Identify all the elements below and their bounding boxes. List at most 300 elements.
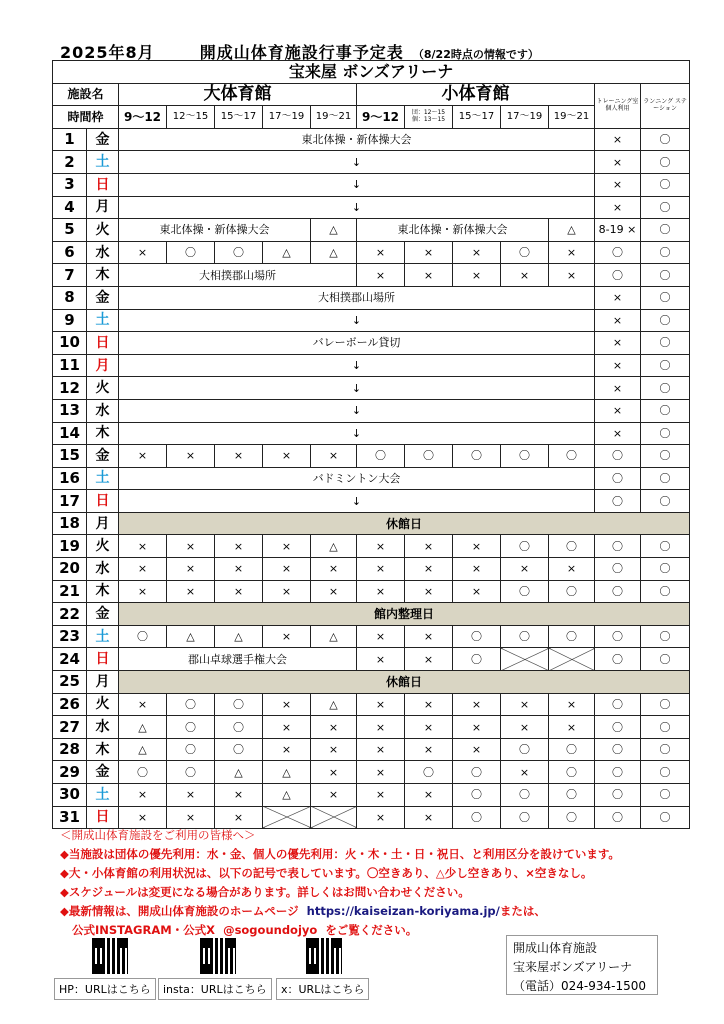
weekday: 月 [87, 196, 119, 219]
slot-big-5: 19～21 [311, 106, 357, 129]
availability-cell: × [357, 264, 405, 287]
schedule-row [53, 558, 690, 581]
insta-qr-code-icon[interactable] [200, 938, 236, 974]
availability-cell: × [311, 784, 357, 807]
schedule-row [53, 399, 690, 422]
weekday: 火 [87, 377, 119, 400]
availability-cell: × [119, 693, 167, 716]
day-number: 4 [53, 196, 87, 219]
availability-cell: × [405, 738, 453, 761]
availability-cell: × [357, 806, 405, 829]
availability-cell: 〇 [641, 716, 690, 739]
schedule-row [53, 603, 690, 626]
day-number: 23 [53, 625, 87, 648]
availability-cell: × [453, 738, 501, 761]
event-cell: ↓ [119, 309, 595, 332]
note-changes: ◆スケジュールは変更になる場合があります。詳しくはお問い合わせください。 [60, 885, 470, 899]
availability-cell: △ [311, 241, 357, 264]
event-cell: ↓ [119, 399, 595, 422]
schedule-row [53, 151, 690, 174]
venue-name: 宝来屋 ボンズアリーナ [53, 61, 690, 84]
availability-cell: × [501, 693, 549, 716]
availability-cell: × [501, 761, 549, 784]
availability-cell: × [405, 625, 453, 648]
availability-cell: 〇 [641, 490, 690, 513]
availability-cell: 〇 [405, 761, 453, 784]
weekday: 金 [87, 128, 119, 151]
availability-cell: × [119, 535, 167, 558]
title-note: （8/22時点の情報です） [412, 48, 539, 61]
availability-cell: 〇 [641, 693, 690, 716]
weekday: 火 [87, 219, 119, 242]
weekday: 木 [87, 580, 119, 603]
weekday: 水 [87, 241, 119, 264]
day-number: 15 [53, 445, 87, 468]
availability-cell: 〇 [641, 422, 690, 445]
availability-cell: × [167, 784, 215, 807]
weekday: 月 [87, 512, 119, 535]
availability-cell: × [119, 580, 167, 603]
slot-small-1: 9～12 [357, 106, 405, 129]
availability-cell: × [595, 422, 641, 445]
insta-qr-label[interactable]: insta：URLはこちら [158, 978, 272, 1000]
weekday: 金 [87, 445, 119, 468]
availability-cell: △ [311, 625, 357, 648]
unavailable-cross-cell [501, 648, 549, 671]
unavailable-cross-cell [549, 648, 595, 671]
availability-cell: 〇 [595, 264, 641, 287]
availability-cell: 〇 [641, 648, 690, 671]
availability-cell: 〇 [641, 332, 690, 355]
notes [60, 826, 620, 940]
availability-cell: × [357, 648, 405, 671]
availability-cell: 〇 [501, 241, 549, 264]
day-number: 25 [53, 671, 87, 694]
availability-cell: 〇 [453, 761, 501, 784]
availability-cell: × [263, 535, 311, 558]
availability-cell: × [357, 625, 405, 648]
availability-cell: 〇 [215, 241, 263, 264]
small-hall-header: 小体育館 [357, 83, 595, 106]
availability-cell: × [263, 558, 311, 581]
availability-cell: △ [215, 761, 263, 784]
schedule-row [53, 422, 690, 445]
weekday: 金 [87, 603, 119, 626]
hp-qr-label[interactable]: HP：URLはこちら [54, 978, 156, 1000]
availability-cell: × [263, 445, 311, 468]
availability-cell: × [311, 738, 357, 761]
weekday: 水 [87, 716, 119, 739]
schedule-table [52, 60, 690, 829]
availability-cell: 〇 [641, 625, 690, 648]
availability-cell: 〇 [641, 738, 690, 761]
availability-cell: × [357, 784, 405, 807]
day-number: 14 [53, 422, 87, 445]
availability-cell: × [263, 738, 311, 761]
availability-cell: × [453, 693, 501, 716]
event-cell: 東北体操・新体操大会 [119, 128, 595, 151]
title-month: 2025年8月 [60, 43, 155, 62]
event-cell: ↓ [119, 490, 595, 513]
day-number: 2 [53, 151, 87, 174]
availability-cell: 〇 [595, 490, 641, 513]
availability-cell: × [453, 580, 501, 603]
availability-cell: × [119, 784, 167, 807]
availability-cell: × [595, 399, 641, 422]
schedule-row [53, 241, 690, 264]
slot-big-1: 9～12 [119, 106, 167, 129]
day-number: 13 [53, 399, 87, 422]
schedule-row [53, 784, 690, 807]
availability-cell: × [549, 558, 595, 581]
availability-cell: 〇 [595, 761, 641, 784]
availability-cell: 〇 [453, 784, 501, 807]
day-number: 31 [53, 806, 87, 829]
availability-cell: × [501, 558, 549, 581]
day-number: 12 [53, 377, 87, 400]
availability-cell: △ [311, 535, 357, 558]
availability-cell: 〇 [641, 264, 690, 287]
availability-cell: × [167, 580, 215, 603]
availability-cell: 〇 [549, 535, 595, 558]
day-number: 26 [53, 693, 87, 716]
day-number: 10 [53, 332, 87, 355]
availability-cell: × [405, 716, 453, 739]
schedule-row [53, 761, 690, 784]
event-cell: ↓ [119, 173, 595, 196]
availability-cell: × [405, 784, 453, 807]
availability-cell: × [357, 580, 405, 603]
note-priority: ◆当施設は団体の優先利用：水・金、個人の優先利用：火・木・土・日・祝日、と利用区分を設けています。 [60, 847, 620, 861]
availability-cell: 〇 [595, 784, 641, 807]
notes-heading: ＜開成山体育施設をご利用の皆様へ＞ [60, 828, 256, 842]
availability-cell: 〇 [453, 648, 501, 671]
slot-big-4: 17～19 [263, 106, 311, 129]
x-qr-code-icon[interactable] [306, 938, 342, 974]
day-number: 8 [53, 286, 87, 309]
availability-cell: 〇 [167, 761, 215, 784]
availability-cell: × [311, 716, 357, 739]
schedule-row [53, 693, 690, 716]
weekday: 月 [87, 671, 119, 694]
availability-cell: 〇 [119, 625, 167, 648]
weekday: 水 [87, 558, 119, 581]
availability-cell: 〇 [501, 445, 549, 468]
schedule-row [53, 467, 690, 490]
slot-big-3: 15～17 [215, 106, 263, 129]
schedule-row [53, 490, 690, 513]
availability-cell: 〇 [641, 173, 690, 196]
day-number: 29 [53, 761, 87, 784]
slot-big-2: 12～15 [167, 106, 215, 129]
availability-cell: 〇 [453, 625, 501, 648]
availability-cell: × [167, 806, 215, 829]
availability-cell: 〇 [641, 445, 690, 468]
event-cell: ↓ [119, 196, 595, 219]
availability-cell: △ [263, 784, 311, 807]
schedule-row [53, 671, 690, 694]
day-number: 22 [53, 603, 87, 626]
availability-cell: 〇 [641, 151, 690, 174]
schedule-row [53, 173, 690, 196]
availability-cell: 〇 [167, 716, 215, 739]
time-label: 時間枠 [53, 106, 119, 129]
homepage-link[interactable]: https://kaiseizan-koriyama.jp/ [306, 904, 500, 918]
availability-cell: 〇 [167, 738, 215, 761]
availability-cell: × [405, 580, 453, 603]
schedule-row [53, 332, 690, 355]
event-cell: バレーボール貸切 [119, 332, 595, 355]
contact-phone: （電話）024-934-1500 [513, 979, 647, 993]
weekday: 月 [87, 354, 119, 377]
availability-cell: 〇 [549, 625, 595, 648]
hp-qr-code-icon[interactable] [92, 938, 128, 974]
availability-cell: 〇 [549, 580, 595, 603]
day-number: 11 [53, 354, 87, 377]
availability-cell: 〇 [501, 806, 549, 829]
schedule-row [53, 512, 690, 535]
big-hall-header: 大体育館 [119, 83, 357, 106]
contact-venue: 宝来屋ボンズアリーナ [513, 960, 633, 974]
availability-cell: × [215, 445, 263, 468]
day-number: 5 [53, 219, 87, 242]
slot-small-5: 19～21 [549, 106, 595, 129]
availability-cell: × [501, 264, 549, 287]
day-number: 1 [53, 128, 87, 151]
availability-cell: × [357, 716, 405, 739]
weekday: 土 [87, 625, 119, 648]
availability-cell: 〇 [357, 445, 405, 468]
availability-cell: × [405, 535, 453, 558]
availability-cell: × [215, 535, 263, 558]
availability-cell: × [357, 535, 405, 558]
weekday: 日 [87, 173, 119, 196]
availability-cell: × [595, 309, 641, 332]
availability-cell: △ [263, 241, 311, 264]
event-cell: 東北体操・新体操大会 [119, 219, 311, 242]
availability-cell: × [119, 445, 167, 468]
availability-cell: × [357, 761, 405, 784]
availability-cell: × [453, 241, 501, 264]
availability-cell: 〇 [595, 625, 641, 648]
day-number: 19 [53, 535, 87, 558]
availability-cell: × [549, 716, 595, 739]
weekday: 木 [87, 264, 119, 287]
availability-cell: × [595, 377, 641, 400]
availability-cell: 〇 [641, 399, 690, 422]
availability-cell: 〇 [595, 580, 641, 603]
title-main: 開成山体育施設行事予定表 [199, 43, 404, 62]
availability-cell: 〇 [595, 806, 641, 829]
availability-cell: 〇 [405, 445, 453, 468]
availability-cell: 〇 [501, 738, 549, 761]
availability-cell: × [119, 241, 167, 264]
weekday: 土 [87, 784, 119, 807]
schedule-row [53, 445, 690, 468]
event-cell: 大相撲郡山場所 [119, 264, 357, 287]
availability-cell: 〇 [119, 761, 167, 784]
schedule-row [53, 354, 690, 377]
schedule-row [53, 580, 690, 603]
day-number: 18 [53, 512, 87, 535]
day-number: 27 [53, 716, 87, 739]
event-cell: ↓ [119, 151, 595, 174]
availability-cell: 〇 [595, 467, 641, 490]
availability-cell: 〇 [215, 738, 263, 761]
availability-cell: × [405, 241, 453, 264]
availability-cell: 〇 [641, 784, 690, 807]
availability-cell: 〇 [595, 738, 641, 761]
availability-cell: × [453, 716, 501, 739]
event-cell: 大相撲郡山場所 [119, 286, 595, 309]
availability-cell: × [453, 535, 501, 558]
availability-cell: 〇 [641, 806, 690, 829]
day-number: 24 [53, 648, 87, 671]
event-cell: ↓ [119, 377, 595, 400]
availability-cell: × [549, 693, 595, 716]
availability-cell: × [595, 151, 641, 174]
availability-cell: 〇 [501, 535, 549, 558]
availability-cell: 〇 [453, 806, 501, 829]
day-number: 9 [53, 309, 87, 332]
availability-cell: 〇 [595, 558, 641, 581]
availability-cell: × [501, 716, 549, 739]
availability-cell: 〇 [641, 467, 690, 490]
note-latest: ◆最新情報は、開成山体育施設のホームページ https://kaiseizan-koriyama.jp/または、 [60, 904, 546, 918]
availability-cell: 〇 [595, 535, 641, 558]
availability-cell: × [167, 445, 215, 468]
availability-cell: × [453, 264, 501, 287]
availability-cell: × [453, 558, 501, 581]
availability-cell: 〇 [549, 761, 595, 784]
availability-cell: × [167, 535, 215, 558]
availability-cell: 〇 [641, 535, 690, 558]
note-social: 公式INSTAGRAM・公式X @sogoundojyo をご覧ください。 [72, 923, 418, 937]
availability-cell: 〇 [641, 354, 690, 377]
availability-cell: × [405, 648, 453, 671]
closed-day-label: 休館日 [119, 512, 690, 535]
availability-cell: × [311, 445, 357, 468]
availability-cell: × [595, 173, 641, 196]
availability-cell: 〇 [501, 580, 549, 603]
schedule-row [53, 128, 690, 151]
availability-cell: × [595, 286, 641, 309]
availability-cell: 〇 [641, 580, 690, 603]
availability-cell: × [311, 558, 357, 581]
availability-cell: △ [119, 738, 167, 761]
availability-cell: × [595, 332, 641, 355]
note-symbols: ◆大・小体育館の利用状況は、以下の記号で表しています。〇空きあり、△少し空きあり、×空きなし。 [60, 866, 593, 880]
availability-cell: △ [549, 219, 595, 242]
availability-cell: × [549, 264, 595, 287]
availability-cell: 〇 [641, 219, 690, 242]
availability-cell: × [405, 558, 453, 581]
weekday: 土 [87, 151, 119, 174]
availability-cell: 〇 [595, 693, 641, 716]
availability-cell: × [311, 761, 357, 784]
closed-day-label: 休館日 [119, 671, 690, 694]
schedule-row [53, 264, 690, 287]
availability-cell: 〇 [641, 196, 690, 219]
availability-cell: 〇 [215, 693, 263, 716]
day-number: 16 [53, 467, 87, 490]
availability-cell: △ [167, 625, 215, 648]
day-number: 7 [53, 264, 87, 287]
availability-cell: 〇 [167, 693, 215, 716]
event-cell: ↓ [119, 354, 595, 377]
schedule-row [53, 625, 690, 648]
availability-cell: 〇 [641, 558, 690, 581]
availability-cell: 〇 [549, 445, 595, 468]
weekday: 金 [87, 286, 119, 309]
availability-cell: × [215, 806, 263, 829]
event-cell: 東北体操・新体操大会 [357, 219, 549, 242]
availability-cell: 〇 [215, 716, 263, 739]
availability-cell: × [357, 558, 405, 581]
slot-small-3: 15～17 [453, 106, 501, 129]
availability-cell: 〇 [549, 784, 595, 807]
weekday: 水 [87, 399, 119, 422]
availability-cell: × [357, 738, 405, 761]
availability-cell: × [263, 693, 311, 716]
availability-cell: × [595, 128, 641, 151]
availability-cell: × [215, 784, 263, 807]
schedule-row [53, 377, 690, 400]
weekday: 木 [87, 738, 119, 761]
day-number: 3 [53, 173, 87, 196]
availability-cell: 〇 [641, 241, 690, 264]
availability-cell: 〇 [641, 286, 690, 309]
availability-cell: × [119, 558, 167, 581]
availability-cell: △ [263, 761, 311, 784]
weekday: 日 [87, 806, 119, 829]
availability-cell: △ [119, 716, 167, 739]
facility-label: 施設名 [53, 83, 119, 106]
schedule-row [53, 286, 690, 309]
closed-day-label: 館内整理日 [119, 603, 690, 626]
availability-cell: 〇 [641, 377, 690, 400]
schedule-row [53, 309, 690, 332]
page-title [60, 40, 539, 60]
availability-cell: △ [311, 693, 357, 716]
event-cell: バドミントン大会 [119, 467, 595, 490]
availability-cell: 〇 [641, 128, 690, 151]
schedule-row [53, 648, 690, 671]
contact-box [506, 935, 658, 995]
availability-cell: △ [215, 625, 263, 648]
availability-cell: × [549, 241, 595, 264]
availability-cell: 〇 [595, 445, 641, 468]
event-cell: 郡山卓球選手権大会 [119, 648, 357, 671]
availability-cell: × [167, 558, 215, 581]
availability-cell: × [357, 693, 405, 716]
availability-cell: △ [311, 219, 357, 242]
weekday: 土 [87, 467, 119, 490]
day-number: 17 [53, 490, 87, 513]
slot-small-2: 団：12～15 個：13～15 [405, 106, 453, 129]
day-number: 21 [53, 580, 87, 603]
availability-cell: 〇 [501, 784, 549, 807]
availability-cell: 〇 [549, 806, 595, 829]
day-number: 20 [53, 558, 87, 581]
weekday: 土 [87, 309, 119, 332]
social-handle[interactable]: @sogoundojyo [223, 923, 318, 937]
day-number: 30 [53, 784, 87, 807]
day-number: 28 [53, 738, 87, 761]
availability-cell: 〇 [595, 716, 641, 739]
availability-cell: × [263, 580, 311, 603]
x-qr-label[interactable]: x：URLはこちら [276, 978, 369, 1000]
